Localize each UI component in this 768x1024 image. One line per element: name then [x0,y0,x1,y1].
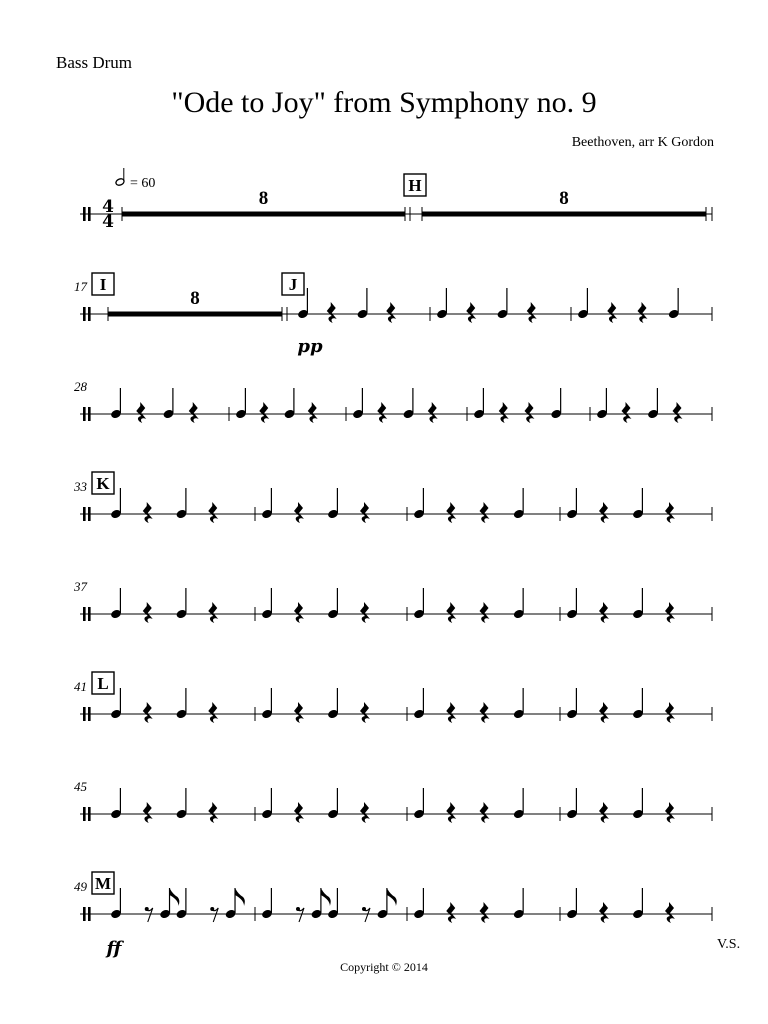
rehearsal-mark: I [99,275,107,294]
quarter-rest [599,602,609,623]
rehearsal-mark: H [408,176,422,195]
quarter-rest [607,302,617,323]
rehearsal-mark: L [97,674,109,693]
time-signature-bottom: 4 [102,212,114,232]
multimeasure-rest-bar [422,212,706,217]
quarter-rest [360,602,370,623]
quarter-rest [360,502,370,523]
measure-number: 41 [74,679,87,694]
measure-number: 28 [74,379,87,394]
page-title: "Ode to Joy" from Symphony no. 9 [171,86,597,119]
quarter-rest [446,702,456,723]
multimeasure-rest-count: 8 [258,188,269,209]
dynamic-marking: pp [297,336,323,357]
tempo-marking: = 60 [130,176,156,191]
measure-number: 17 [74,279,87,294]
quarter-rest [294,602,304,623]
quarter-rest [665,702,675,723]
quarter-rest [143,702,153,723]
eighth-flag [387,888,397,906]
measure-number: 37 [74,579,87,594]
quarter-rest [446,502,456,523]
quarter-rest [386,302,396,323]
quarter-rest [480,702,490,723]
copyright-notice: Copyright © 2014 [340,960,428,974]
quarter-rest [673,402,683,423]
rehearsal-mark: J [288,275,298,294]
eighth-rest-stem [212,908,218,922]
dynamic-marking: ff [106,938,122,959]
quarter-rest [665,802,675,823]
quarter-rest [480,602,490,623]
composer-credit: Beethoven, arr K Gordon [571,135,714,150]
rehearsal-mark: M [94,874,112,893]
quarter-rest [208,602,218,623]
quarter-rest [136,402,146,423]
quarter-rest [446,802,456,823]
eighth-flag [321,888,331,906]
eighth-flag [235,888,245,906]
eighth-rest-stem [147,908,153,922]
quarter-rest [360,702,370,723]
measure-number: 33 [74,479,87,494]
eighth-rest-stem [364,908,370,922]
quarter-rest [360,802,370,823]
quarter-rest [466,302,476,323]
measure-number: 45 [74,779,87,794]
quarter-rest [327,302,337,323]
time-signature-top: 4 [102,197,114,217]
quarter-rest [599,902,609,923]
quarter-rest [446,602,456,623]
multimeasure-rest-bar [122,212,405,217]
quarter-rest [294,802,304,823]
quarter-rest [259,402,269,423]
quarter-rest [499,402,509,423]
multimeasure-rest-count: 8 [559,188,569,209]
quarter-rest [308,402,318,423]
quarter-rest [428,402,438,423]
rehearsal-mark: K [96,474,110,493]
quarter-rest [599,802,609,823]
quarter-rest [527,302,537,323]
multimeasure-rest-count: 8 [190,288,200,309]
quarter-rest [480,802,490,823]
quarter-rest [665,602,675,623]
quarter-rest [599,502,609,523]
quarter-rest [143,802,153,823]
quarter-rest [208,802,218,823]
eighth-flag [170,888,180,906]
quarter-rest [208,502,218,523]
quarter-rest [638,302,648,323]
volti-subito-mark: V.S. [717,937,741,952]
quarter-rest [525,402,535,423]
quarter-rest [665,502,675,523]
quarter-rest [599,702,609,723]
eighth-rest-stem [298,908,304,922]
quarter-rest [446,902,456,923]
instrument-name: Bass Drum [56,53,133,72]
quarter-rest [480,502,490,523]
quarter-rest [143,602,153,623]
quarter-rest [208,702,218,723]
quarter-rest [143,502,153,523]
quarter-rest [665,902,675,923]
measure-number: 49 [74,879,87,894]
multimeasure-rest-bar [108,312,282,317]
quarter-rest [622,402,632,423]
quarter-rest [377,402,387,423]
quarter-rest [294,702,304,723]
quarter-rest [480,902,490,923]
quarter-rest [294,502,304,523]
quarter-rest [189,402,199,423]
